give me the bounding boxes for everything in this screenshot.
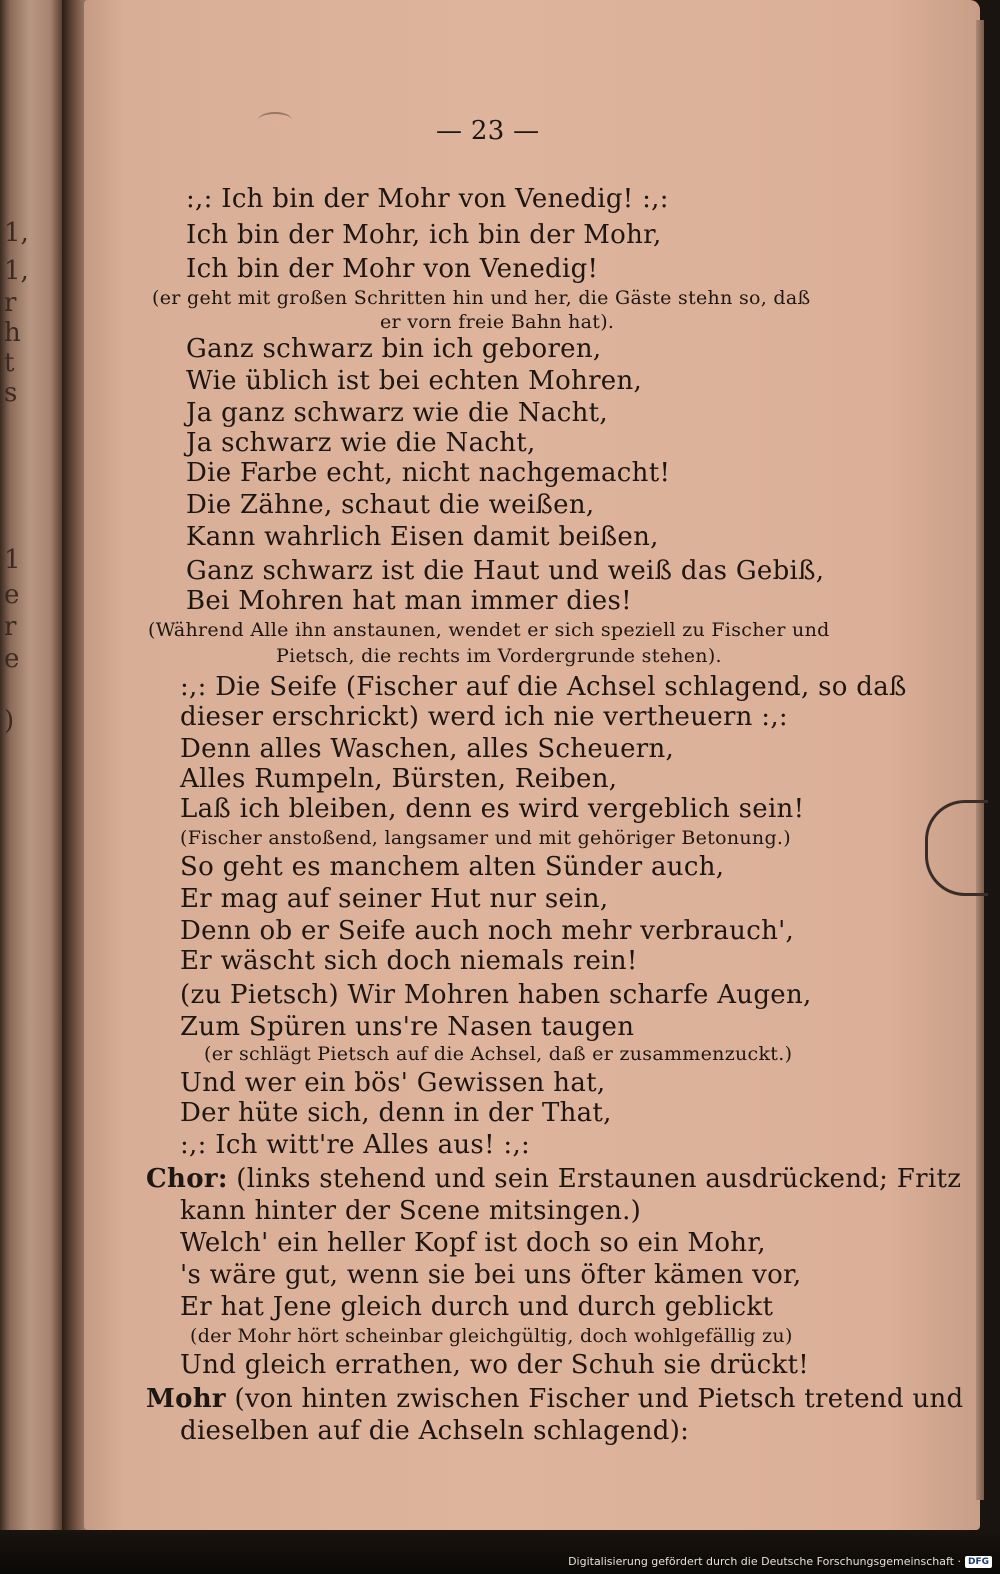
text-line: (zu Pietsch) Wir Mohren haben scharfe Augen, <box>180 980 812 1010</box>
margin-fragment: t <box>4 348 15 378</box>
page-number: — 23 — <box>436 116 540 146</box>
speaker-line <box>146 1384 964 1414</box>
margin-fragment: 1, <box>4 256 29 286</box>
speaker-name: Mohr <box>146 1384 226 1414</box>
text-line: Ja ganz schwarz wie die Nacht, <box>186 398 608 428</box>
stage-direction: (er schlägt Pietsch auf die Achsel, daß er zusammenzuckt.) <box>204 1043 793 1065</box>
text-line: Er mag auf seiner Hut nur sein, <box>180 884 609 914</box>
text-line: Denn alles Waschen, alles Scheuern, <box>180 734 675 764</box>
margin-fragment: e <box>4 580 20 610</box>
scan-bottom-band <box>0 1530 1000 1574</box>
text-line: Die Farbe echt, nicht nachgemacht! <box>186 458 671 488</box>
text-line: Wie üblich ist bei echten Mohren, <box>186 366 643 396</box>
margin-fragment: ) <box>4 706 15 736</box>
text-line: Laß ich bleiben, denn es wird vergeblich sein! <box>180 794 805 824</box>
margin-fragment: 1 <box>4 545 21 575</box>
text-line: Zum Spüren uns're Nasen taugen <box>180 1012 635 1042</box>
margin-fragment: 1, <box>4 218 29 248</box>
stage-direction: (Während Alle ihn anstaunen, wendet er sich speziell zu Fischer und <box>148 619 830 641</box>
text-line: Er hat Jene gleich durch und durch geblickt <box>180 1292 774 1322</box>
text-line: Die Zähne, schaut die weißen, <box>186 490 595 520</box>
margin-fragment: r <box>4 612 17 642</box>
text-line: Ich bin der Mohr, ich bin der Mohr, <box>186 220 662 250</box>
text-line: :,: Die Seife (Fischer auf die Achsel schlagend, so daß <box>180 672 907 702</box>
text-line: Kann wahrlich Eisen damit beißen, <box>186 522 659 552</box>
margin-fragment: s <box>4 378 18 408</box>
text-line: dieser erschrickt) werd ich nie vertheuern :,: <box>180 702 788 732</box>
speaker-line <box>146 1164 961 1194</box>
text-line: Bei Mohren hat man immer dies! <box>186 586 632 616</box>
stage-direction: er vorn freie Bahn hat). <box>380 311 615 333</box>
margin-fragment: h <box>4 318 21 348</box>
text-line: Ich bin der Mohr von Venedig! <box>186 254 599 284</box>
speaker-direction: (links stehend und sein Erstaunen ausdrückend; Fritz <box>227 1164 962 1194</box>
margin-fragment: e <box>4 644 20 674</box>
digitization-footer <box>568 1555 992 1568</box>
text-line: 's wäre gut, wenn sie bei uns öfter kämen vor, <box>180 1260 802 1290</box>
text-line: dieselben auf die Achseln schlagend): <box>180 1416 690 1446</box>
text-line: Der hüte sich, denn in der That, <box>180 1098 612 1128</box>
text-line: Ganz schwarz ist die Haut und weiß das Gebiß, <box>186 556 825 586</box>
text-line: Er wäscht sich doch niemals rein! <box>180 946 638 976</box>
text-line: Und wer ein bös' Gewissen hat, <box>180 1068 606 1098</box>
text-line: Und gleich errathen, wo der Schuh sie drückt! <box>180 1350 810 1380</box>
text-line: :,: Ich witt're Alles aus! :,: <box>180 1130 531 1160</box>
stage-direction: (Fischer anstoßend, langsamer und mit gehöriger Betonung.) <box>180 827 791 849</box>
text-line: Denn ob er Seife auch noch mehr verbrauch', <box>180 916 795 946</box>
speaker-name: Chor: <box>146 1164 228 1194</box>
text-line: Ganz schwarz bin ich geboren, <box>186 334 602 364</box>
margin-fragment: r <box>4 288 17 318</box>
dfg-logo-icon: DFG <box>965 1556 992 1568</box>
text-line: Alles Rumpeln, Bürsten, Reiben, <box>180 764 618 794</box>
footer-text: Digitalisierung gefördert durch die Deutsche Forschungsgemeinschaft · <box>568 1555 961 1568</box>
text-line: So geht es manchem alten Sünder auch, <box>180 852 725 882</box>
stage-direction: Pietsch, die rechts im Vordergrunde stehen). <box>276 645 722 667</box>
text-line: :,: Ich bin der Mohr von Venedig! :,: <box>186 184 669 214</box>
speaker-direction: (von hinten zwischen Fischer und Pietsch tretend und <box>225 1384 964 1414</box>
stage-direction: (er geht mit großen Schritten hin und her, die Gäste stehn so, daß <box>152 287 811 309</box>
text-line: Welch' ein heller Kopf ist doch so ein Mohr, <box>180 1228 766 1258</box>
text-line: kann hinter der Scene mitsingen.) <box>180 1196 642 1226</box>
stage-direction: (der Mohr hört scheinbar gleichgültig, doch wohlgefällig zu) <box>190 1325 793 1347</box>
text-line: Ja schwarz wie die Nacht, <box>186 428 536 458</box>
